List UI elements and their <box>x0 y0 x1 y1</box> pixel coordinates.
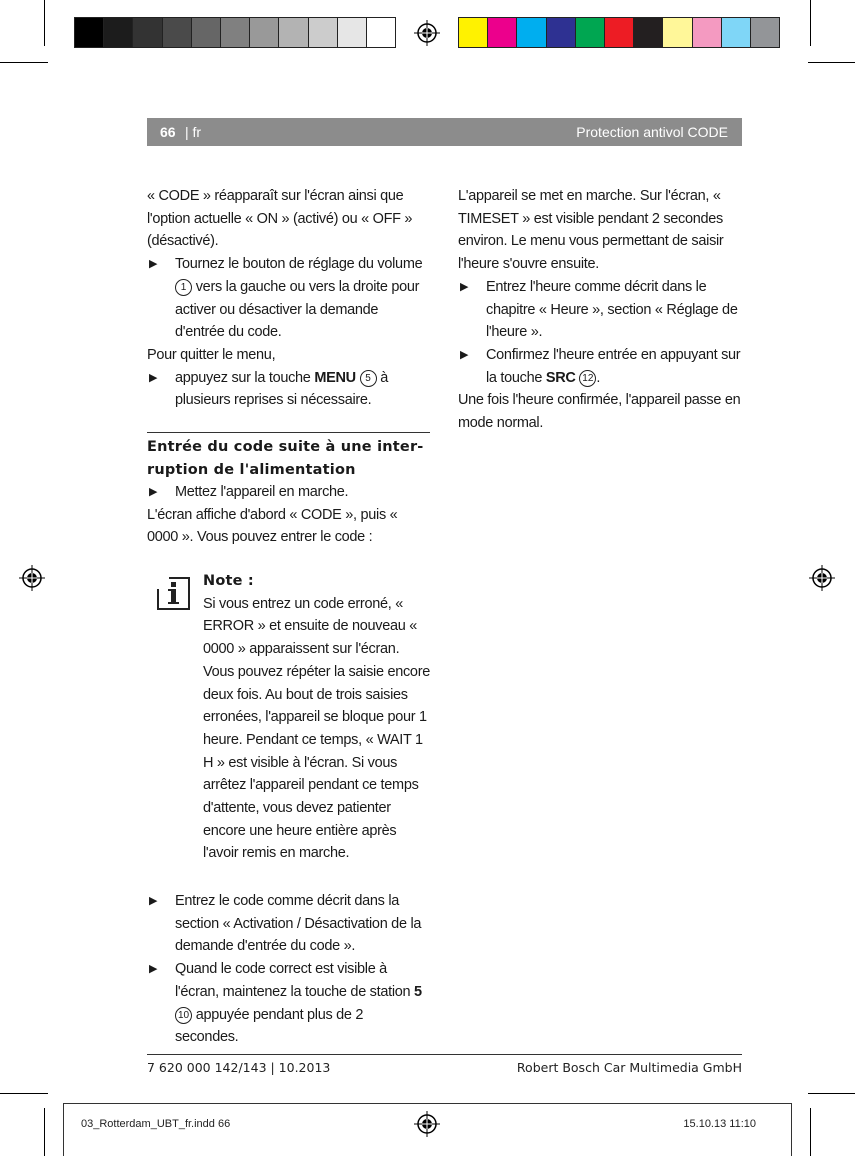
crop-mark <box>808 1093 855 1094</box>
triangle-bullet-icon: ▶ <box>149 371 158 384</box>
right-column <box>458 185 742 435</box>
color-swatch <box>751 18 779 47</box>
page-header <box>147 118 742 146</box>
color-swatch <box>104 18 133 47</box>
triangle-bullet-icon: ▶ <box>149 258 158 271</box>
triangle-bullet-icon: ▶ <box>149 963 158 976</box>
footer-left: 7 620 000 142/143 | 10.2013 <box>147 1060 331 1075</box>
color-swatch <box>634 18 663 47</box>
color-swatch <box>663 18 692 47</box>
gray-color-bar <box>74 17 396 48</box>
note-text: Si vous entrez un code erroné, « ERROR » et ensuite de nouveau « 0000 » apparaissent sur l'écran. Vous pouvez répéter la saisie encore deux fois. Au bout de trois saisies erronées, l'appareil se bloque pour 1 heure. Pendant ce temps, « WAIT 1 H » est visible à l'écran. Si vous arrêtez l'appareil pendant ce temps d'attente, vous devez patienter encore une heure entière après l'avoir remis en marche. <box>203 595 430 862</box>
color-swatch <box>459 18 488 47</box>
color-swatch <box>367 18 395 47</box>
color-swatch <box>221 18 250 47</box>
color-swatch <box>192 18 221 47</box>
note-title: Note : <box>203 573 254 589</box>
color-swatch <box>576 18 605 47</box>
color-swatch <box>250 18 279 47</box>
control-number-badge: 12 <box>579 370 596 387</box>
paragraph: L'appareil se met en marche. Sur l'écran, « TIMESET » est visible pendant 2 secondes environ. Le menu vous permettant de saisir l'heure s'ouvre ensuite. <box>458 188 724 273</box>
color-swatch <box>133 18 162 47</box>
triangle-bullet-icon: ▶ <box>460 280 469 293</box>
list-item: ▶ Tournez le bouton de réglage du volume 1 vers la gauche ou vers la droite pour activer ou désactiver la demande d'entrée du code. <box>147 253 430 344</box>
color-swatch <box>547 18 576 47</box>
color-swatch <box>75 18 104 47</box>
list-item: ▶ Mettez l'appareil en marche. <box>147 481 430 504</box>
info-icon <box>156 576 191 611</box>
triangle-bullet-icon: ▶ <box>149 486 158 498</box>
paragraph: Pour quitter le menu, <box>147 346 276 363</box>
left-column-end <box>147 890 430 1049</box>
triangle-bullet-icon: ▶ <box>149 895 158 907</box>
section-divider <box>147 432 430 433</box>
key-label: MENU <box>314 369 356 386</box>
left-column-cont <box>147 481 430 549</box>
color-swatch <box>163 18 192 47</box>
crop-mark <box>808 62 855 63</box>
list-item: ▶ Confirmez l'heure entrée en appuyant sur la touche SRC 12 . <box>458 344 742 389</box>
footer-divider <box>147 1054 742 1055</box>
color-swatch <box>488 18 517 47</box>
color-swatch <box>279 18 308 47</box>
control-number-badge: 1 <box>175 279 192 296</box>
registration-mark-icon <box>809 565 835 591</box>
page-number: 66 <box>160 124 176 140</box>
paragraph: « CODE » réapparaît sur l'écran ainsi que l'option actuelle « ON » (activé) ou « OFF » (désactivé). <box>147 188 413 250</box>
section-heading: Entrée du code suite à une inter-ruption de l'alimentation <box>147 439 424 478</box>
slug-filename: 03_Rotterdam_UBT_fr.indd 66 <box>81 1118 231 1130</box>
section-title: Protection antivol CODE <box>576 124 728 140</box>
crop-mark <box>44 0 45 46</box>
registration-mark-icon <box>414 1111 440 1137</box>
key-label: 5 <box>414 983 422 1000</box>
key-label: SRC <box>545 369 576 386</box>
list-item: ▶ appuyez sur la touche MENU 5 à plusieurs reprises si nécessaire. <box>147 367 430 412</box>
paragraph: Une fois l'heure confirmée, l'appareil passe en mode normal. <box>458 392 741 432</box>
list-item: ▶ Entrez l'heure comme décrit dans le chapitre « Heure », section « Réglage de l'heure ». <box>458 276 742 344</box>
color-swatch <box>722 18 751 47</box>
paragraph: L'écran affiche d'abord « CODE », puis « 0000 ». Vous pouvez entrer le code : <box>147 506 398 546</box>
language-label: | fr <box>185 124 202 140</box>
color-bar <box>458 17 780 48</box>
color-swatch <box>517 18 546 47</box>
crop-mark <box>44 1108 45 1156</box>
control-number-badge: 10 <box>175 1007 192 1024</box>
crop-mark <box>0 1093 48 1094</box>
color-swatch <box>309 18 338 47</box>
left-column <box>147 185 430 412</box>
color-swatch <box>605 18 634 47</box>
footer-right: Robert Bosch Car Multimedia GmbH <box>516 1060 742 1075</box>
color-swatch <box>693 18 722 47</box>
list-item: ▶ Entrez le code comme décrit dans la section « Activation / Désactivation de la demande d'entrée du code ». <box>147 890 430 958</box>
control-number-badge: 5 <box>360 370 377 387</box>
slug-date: 15.10.13 11:10 <box>683 1118 756 1130</box>
color-swatch <box>338 18 367 47</box>
registration-mark-icon <box>414 20 440 46</box>
crop-mark <box>810 1108 811 1156</box>
crop-mark <box>810 0 811 46</box>
registration-mark-icon <box>19 565 45 591</box>
triangle-bullet-icon: ▶ <box>460 348 469 361</box>
crop-mark <box>0 62 48 63</box>
list-item: ▶ Quand le code correct est visible à l'écran, maintenez la touche de station 5 10 appuyée pendant plus de 2 secondes. <box>147 958 430 1049</box>
